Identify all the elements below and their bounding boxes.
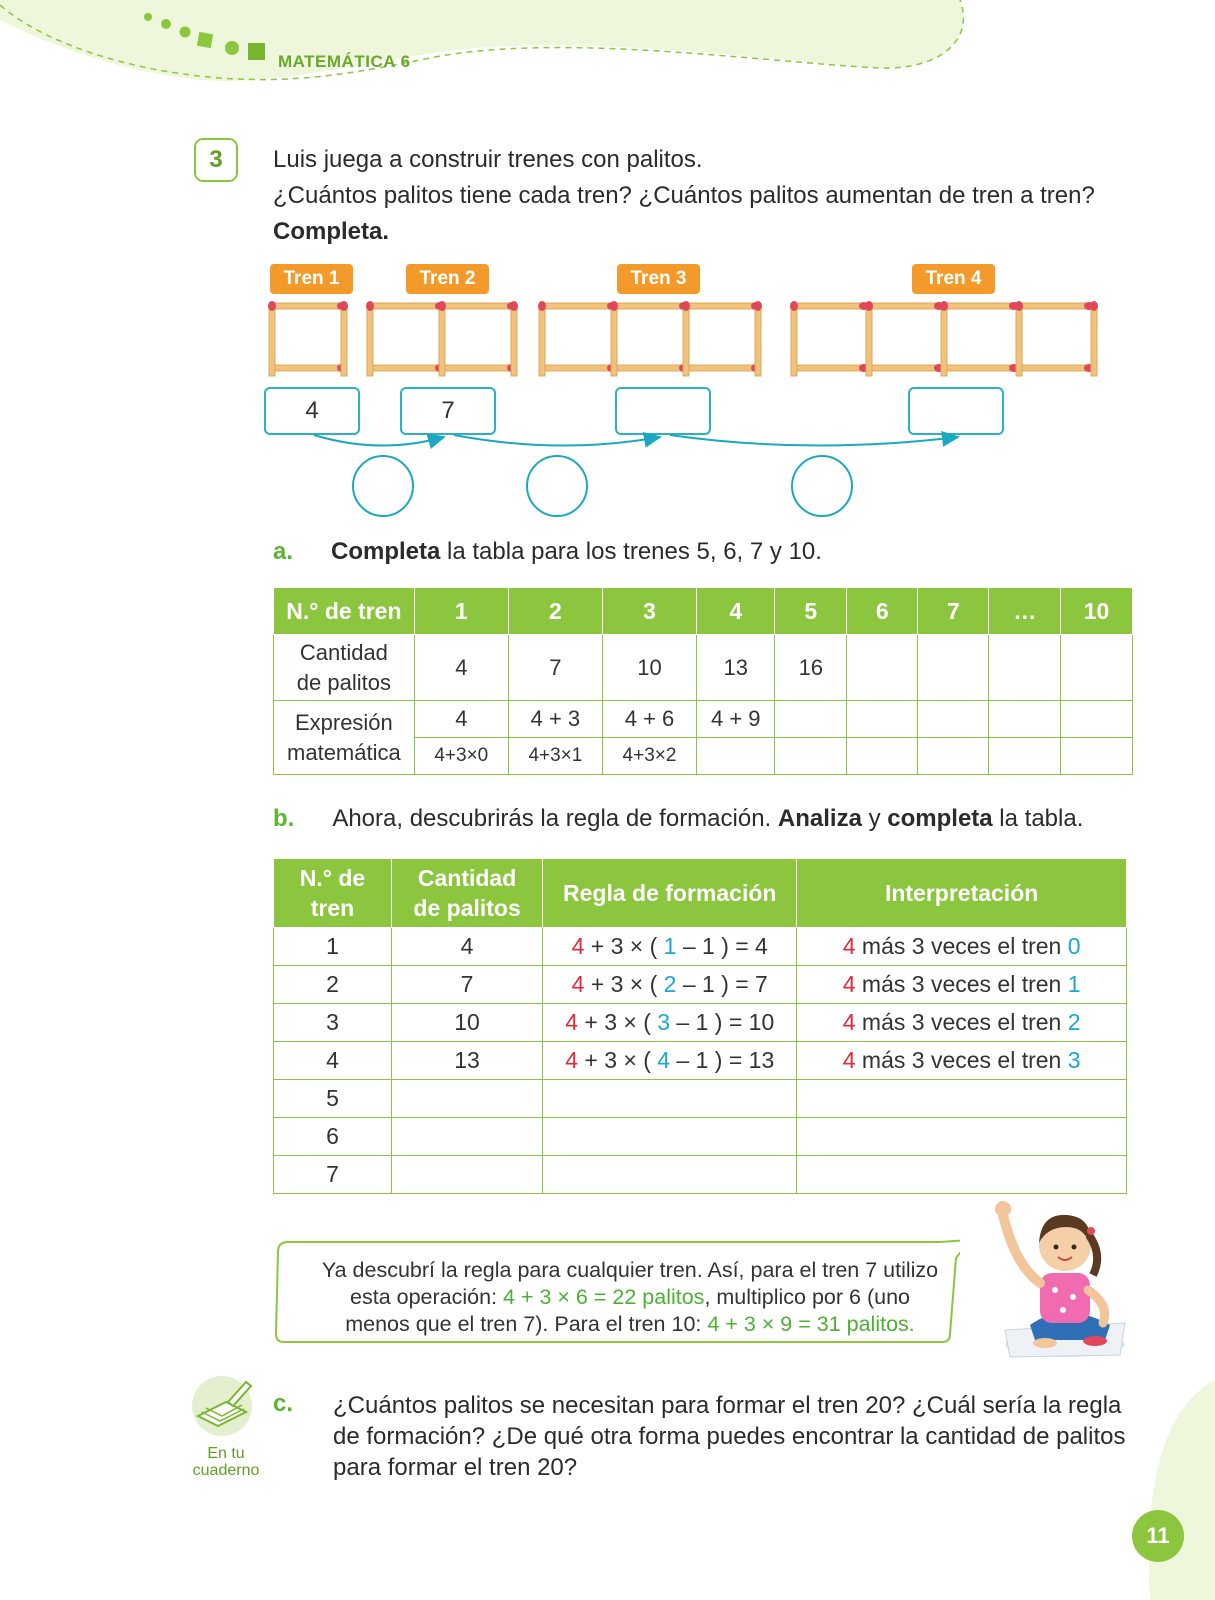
increase-circle-1[interactable] [352,455,414,517]
answer-cell[interactable] [847,635,918,701]
train-3-sticks [538,301,762,376]
table-header-row: N.° de tren 1 2 3 4 5 6 7 … 10 [274,588,1133,635]
answer-cell[interactable] [543,1080,797,1118]
matchstick-trains [268,298,1118,380]
header-cantidad: Cantidad de palitos [391,859,542,928]
notebook-icon [188,1372,260,1444]
part-a-instruction: a. Completa la tabla para los trenes 5, 6, 7 y 10. [273,538,822,565]
row-label-expresion: Expresión matemática [274,701,415,775]
table-row: 4+3×0 4+3×1 4+3×2 [274,738,1133,775]
table-row: 7 [274,1156,1127,1194]
intro-line-1: Luis juega a construir trenes con palitos. [273,146,703,173]
table-row: 4 13 4 + 3 × ( 4 – 1 ) = 13 4 más 3 veces el tren 3 [274,1042,1127,1080]
train-label-4: Tren 4 [912,264,995,294]
part-c-question: ¿Cuántos palitos se necesitan para formar el tren 20? ¿Cuál sería la regla de formación? ¿De qué otra forma puedes encontrar la cantidad de palitos para formar el tren 20? [333,1392,1126,1481]
table-row: Cantidad de palitos 4 7 10 13 16 [274,635,1133,701]
answer-cell[interactable] [1061,635,1133,701]
row-label-cantidad: Cantidad de palitos [274,635,415,701]
exercise-number: 3 [194,138,238,182]
part-c-letter: c. [273,1390,294,1417]
exercise-intro [273,142,1095,250]
header-regla: Regla de formación [543,859,797,928]
table-row: Expresión matemática 4 4 + 3 4 + 6 4 + 9 [274,701,1133,738]
table-row: 6 [274,1118,1127,1156]
header-interpretacion: Interpretación [797,859,1127,928]
train-2-sticks [366,301,518,376]
train-1-count-box[interactable]: 4 [264,387,360,435]
increase-arrows [300,425,980,465]
answer-cell[interactable] [989,635,1061,701]
table-header-row [274,859,1127,928]
table-row: 3 10 4 + 3 × ( 3 – 1 ) = 10 4 más 3 veces el tren 2 [274,1004,1127,1042]
train-label-3: Tren 3 [617,264,700,294]
answer-cell[interactable] [918,635,989,701]
train-4-sticks [790,301,1098,376]
increase-circle-2[interactable] [526,455,588,517]
header-n-tren: N.° de tren [274,859,392,928]
girl-illustration [985,1195,1135,1360]
part-b-instruction: b. Ahora, descubrirás la regla de formación. Analiza y completa la tabla. [273,805,1084,832]
train-1-sticks [268,301,348,376]
header-decoration [0,0,1215,100]
table-formation-rule [273,858,1127,1194]
answer-cell[interactable] [797,1118,1127,1156]
answer-cell[interactable] [797,1156,1127,1194]
train-2-count-box[interactable]: 7 [400,387,496,435]
table-row: 1 4 4 + 3 × ( 1 – 1 ) = 4 4 más 3 veces el tren 0 [274,928,1127,966]
answer-cell[interactable] [391,1080,542,1118]
answer-cell[interactable] [543,1118,797,1156]
increase-circle-3[interactable] [791,455,853,517]
subject-title: MATEMÁTICA 6 [278,52,411,71]
table-row: 5 [274,1080,1127,1118]
train-label-2: Tren 2 [406,264,489,294]
speech-text: Ya descubrí la regla para cualquier tren. Así, para el tren 7 utilizo esta operación: 4 + 3 × 6 = 22 palitos, multiplico por 6 (uno menos que el tren 7). Para el tren 10: 4 + 3 × 9 = 31 palitos. [321,1258,939,1336]
intro-line-3: Completa. [273,218,390,245]
table-trains [273,587,1133,775]
answer-cell[interactable] [391,1118,542,1156]
corner-decoration [1140,1380,1215,1600]
answer-cell[interactable] [391,1156,542,1194]
notebook-label: En tu cuaderno [192,1445,260,1479]
page-number: 11 [1132,1510,1184,1562]
intro-line-2: ¿Cuántos palitos tiene cada tren? ¿Cuántos palitos aumentan de tren a tren? [273,182,1095,209]
train-label-1: Tren 1 [270,264,353,294]
answer-cell[interactable] [797,1080,1127,1118]
table-row: 2 7 4 + 3 × ( 2 – 1 ) = 7 4 más 3 veces el tren 1 [274,966,1127,1004]
answer-cell[interactable] [543,1156,797,1194]
